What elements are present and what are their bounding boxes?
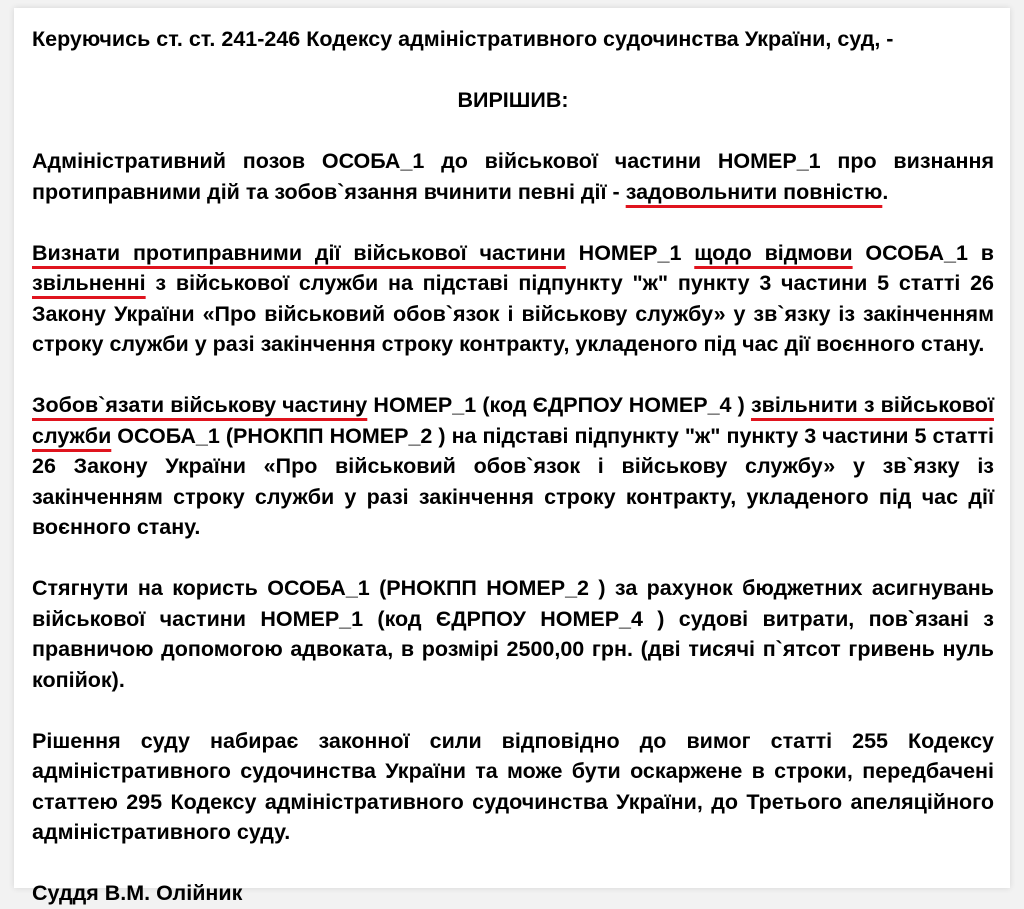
oblige-text-2: ОСОБА_1 (РНОКПП НОМЕР_2 ) на підставі підпункту "ж" пункту 3 частини 5 статті 26 Закону України «Про військовий обов`язок і військову службу» у зв`язку із закінченням строку служби у разі закінчення строку контракту, укладеного під час дії воєнного стану. <box>32 423 994 539</box>
declare-text-1: НОМЕР_1 <box>565 240 695 265</box>
paragraph-declare-unlawful <box>32 238 994 360</box>
claim-end: . <box>882 179 889 204</box>
highlight-dismiss-from-service: звільнити з військової служби <box>32 393 994 448</box>
paragraph-effect: Рішення суду набирає законної сили відповідно до вимог статті 255 Кодексу адміністративного судочинства України та може бути оскаржене в строки, передбачені статтею 295 Кодексу адміністративного судочинства України, до Третього апеляційного адміністративного суду. <box>32 728 994 844</box>
highlight-oblige-unit: Зобов`язати військову частину <box>32 393 368 417</box>
highlight-satisfy-fully: задовольнити повністю <box>625 179 883 204</box>
claim-text: Адміністративний позов ОСОБА_1 до військової частини НОМЕР_1 про визнання протиправними дій та зобов`язання вчинити певні дії - <box>32 149 994 204</box>
highlight-declare-unlawful: Визнати протиправними дії військової частини <box>32 240 566 265</box>
paragraph-claim <box>32 146 994 207</box>
paragraph-costs: Стягнути на користь ОСОБА_1 (РНОКПП НОМЕР_2 ) за рахунок бюджетних асигнувань військової частини НОМЕР_1 (код ЄДРПОУ НОМЕР_4 ) судові витрати, пов`язані з правничою допомогою адвоката, в розмірі 2500,00 грн. (дві тисячі п`ятсот гривень нуль копійок). <box>32 576 994 692</box>
verdict-heading: ВИРІШИВ: <box>457 88 569 112</box>
highlight-dismissal: звільненні <box>32 271 146 295</box>
declare-text-2: ОСОБА_1 в <box>852 240 994 265</box>
intro-line: Керуючись ст. ст. 241-246 Кодексу адміністративного судочинства України, суд, - <box>32 27 894 51</box>
declare-text-3: з військової служби на підставі підпункту "ж" пункту 3 частини 5 статті 26 Закону України «Про військовий обов`язок і військову службу» у зв`язку із закінченням строку служби у разі закінчення строку контракту, укладеного під час дії воєнного стану. <box>32 271 994 356</box>
judge-signature: Суддя В.М. Олійник <box>32 881 243 905</box>
highlight-refusal: щодо відмови <box>694 240 853 265</box>
document-page <box>14 8 1010 905</box>
document-body <box>32 24 994 909</box>
oblige-text-1: НОМЕР_1 (код ЄДРПОУ НОМЕР_4 ) <box>367 393 751 417</box>
paragraph-oblige <box>32 390 994 543</box>
